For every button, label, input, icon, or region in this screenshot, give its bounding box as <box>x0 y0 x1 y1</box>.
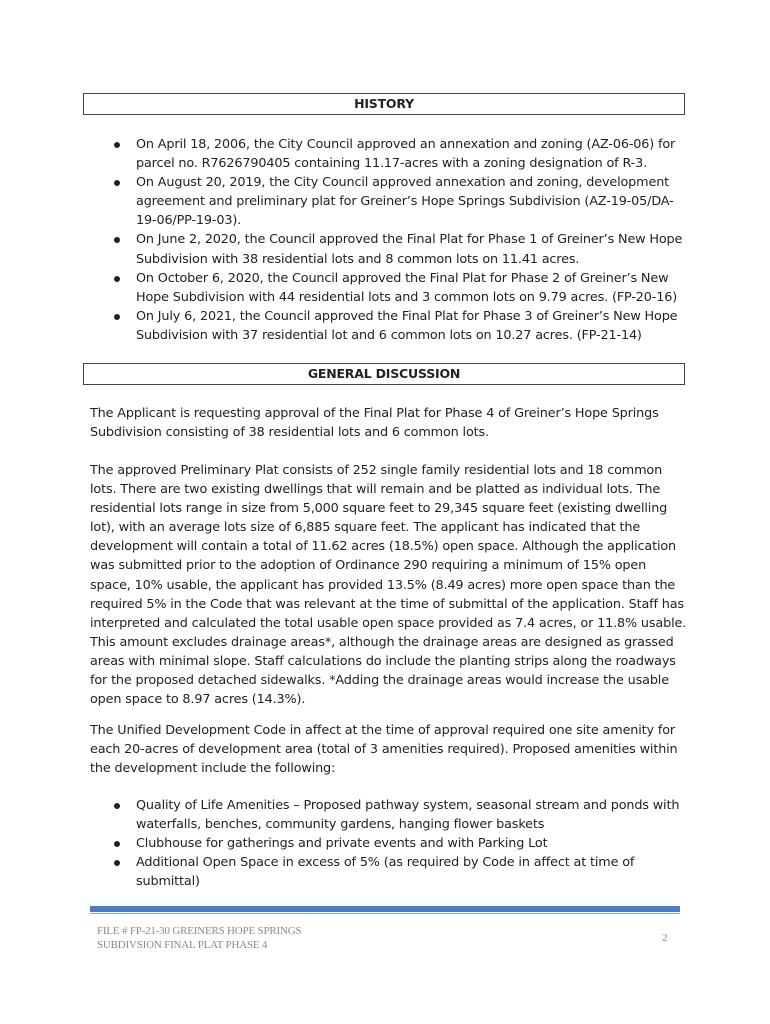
history-item-text: On April 18, 2006, the City Council approved an annexation and zoning (AZ-06-06) for parcel no. R7626790405 containing 11.17-acres with a zoning designation of R-3. <box>136 137 676 172</box>
bullet-icon <box>114 180 120 186</box>
bullet-icon <box>114 841 120 847</box>
amenities-list <box>90 796 684 891</box>
history-item <box>90 269 684 307</box>
footer-line-1: FILE # FP-21-30 GREINERS HOPE SPRINGS <box>97 925 302 937</box>
history-list <box>90 135 684 345</box>
bullet-icon <box>114 276 120 282</box>
discussion-paragraph-amenities: The Unified Development Code in affect at the time of approval required one site amenity for each 20-acres of development area (total of 3 amenities required). Proposed amenities within the development include the following: <box>90 723 678 777</box>
amenity-item-text: Quality of Life Amenities – Proposed pathway system, seasonal stream and ponds with waterfalls, benches, community gardens, hanging flower baskets <box>136 798 680 833</box>
bullet-icon <box>114 314 120 320</box>
history-item <box>90 135 684 173</box>
bullet-icon <box>114 142 120 148</box>
history-heading: HISTORY <box>83 93 685 115</box>
amenity-item-text: Additional Open Space in excess of 5% (as required by Code in affect at time of submittal) <box>136 855 635 890</box>
bullet-icon <box>114 237 120 243</box>
page-number: 2 <box>662 932 668 944</box>
amenity-item <box>90 834 684 853</box>
history-item <box>90 173 684 230</box>
footer-rule <box>90 906 680 912</box>
amenity-item <box>90 853 684 891</box>
amenity-item-text: Clubhouse for gatherings and private events and with Parking Lot <box>136 836 548 852</box>
discussion-paragraph-preliminary-plat: The approved Preliminary Plat consists of 252 single family residential lots and 18 common lots. There are two existing dwellings that will remain and be platted as individual lots. The residential lots range in size from 5,000 square feet to 29,345 square feet (existing dwelling lot), with an average lots size of 6,885 square feet. The applicant has indicated that the development will contain a total of 11.62 acres (18.5%) open space. Although the application was submitted prior to the adoption of Ordinance 290 requiring a minimum of 15% open space, 10% usable, the applicant has provided 13.5% (8.49 acres) more open space than the required 5% in the Code that was relevant at the time of submittal of the application. Staff has interpreted and calculated the total usable open space provided as 7.4 acres, or 11.8% usable. This amount excludes drainage areas*, although the drainage areas are designed as grassed areas with minimal slope. Staff calculations do include the planting strips along the roadways for the proposed detached sidewalks. *Adding the drainage areas would increase the usable open space to 8.97 acres (14.3%). <box>90 463 687 708</box>
history-item-text: On June 2, 2020, the Council approved the Final Plat for Phase 1 of Greiner’s New Hope Subdivision with 38 residential lots and 8 common lots on 11.41 acres. <box>136 232 683 267</box>
history-item-text: On July 6, 2021, the Council approved the Final Plat for Phase 3 of Greiner’s New Hope Subdivision with 37 residential lot and 6 common lots on 10.27 acres. (FP-21-14) <box>136 308 678 343</box>
history-item <box>90 230 684 268</box>
discussion-paragraph-request: The Applicant is requesting approval of the Final Plat for Phase 4 of Greiner’s Hope Springs Subdivision consisting of 38 residential lots and 6 common lots. <box>90 406 659 441</box>
footer-file-reference <box>97 924 397 952</box>
general-discussion-heading: GENERAL DISCUSSION <box>83 363 685 385</box>
bullet-icon <box>114 803 120 809</box>
history-item-text: On October 6, 2020, the Council approved the Final Plat for Phase 2 of Greiner’s New Hope Subdivision with 44 residential lots and 3 common lots on 9.79 acres. (FP-20-16) <box>136 270 678 305</box>
bullet-icon <box>114 860 120 866</box>
history-item-text: On August 20, 2019, the City Council approved annexation and zoning, development agreement and preliminary plat for Greiner’s Hope Springs Subdivision (AZ-19-05/DA-19-06/PP-19-03). <box>136 175 674 229</box>
amenity-item <box>90 796 684 834</box>
history-item <box>90 307 684 345</box>
footer-line-2: SUBDIVSION FINAL PLAT PHASE 4 <box>97 939 268 951</box>
